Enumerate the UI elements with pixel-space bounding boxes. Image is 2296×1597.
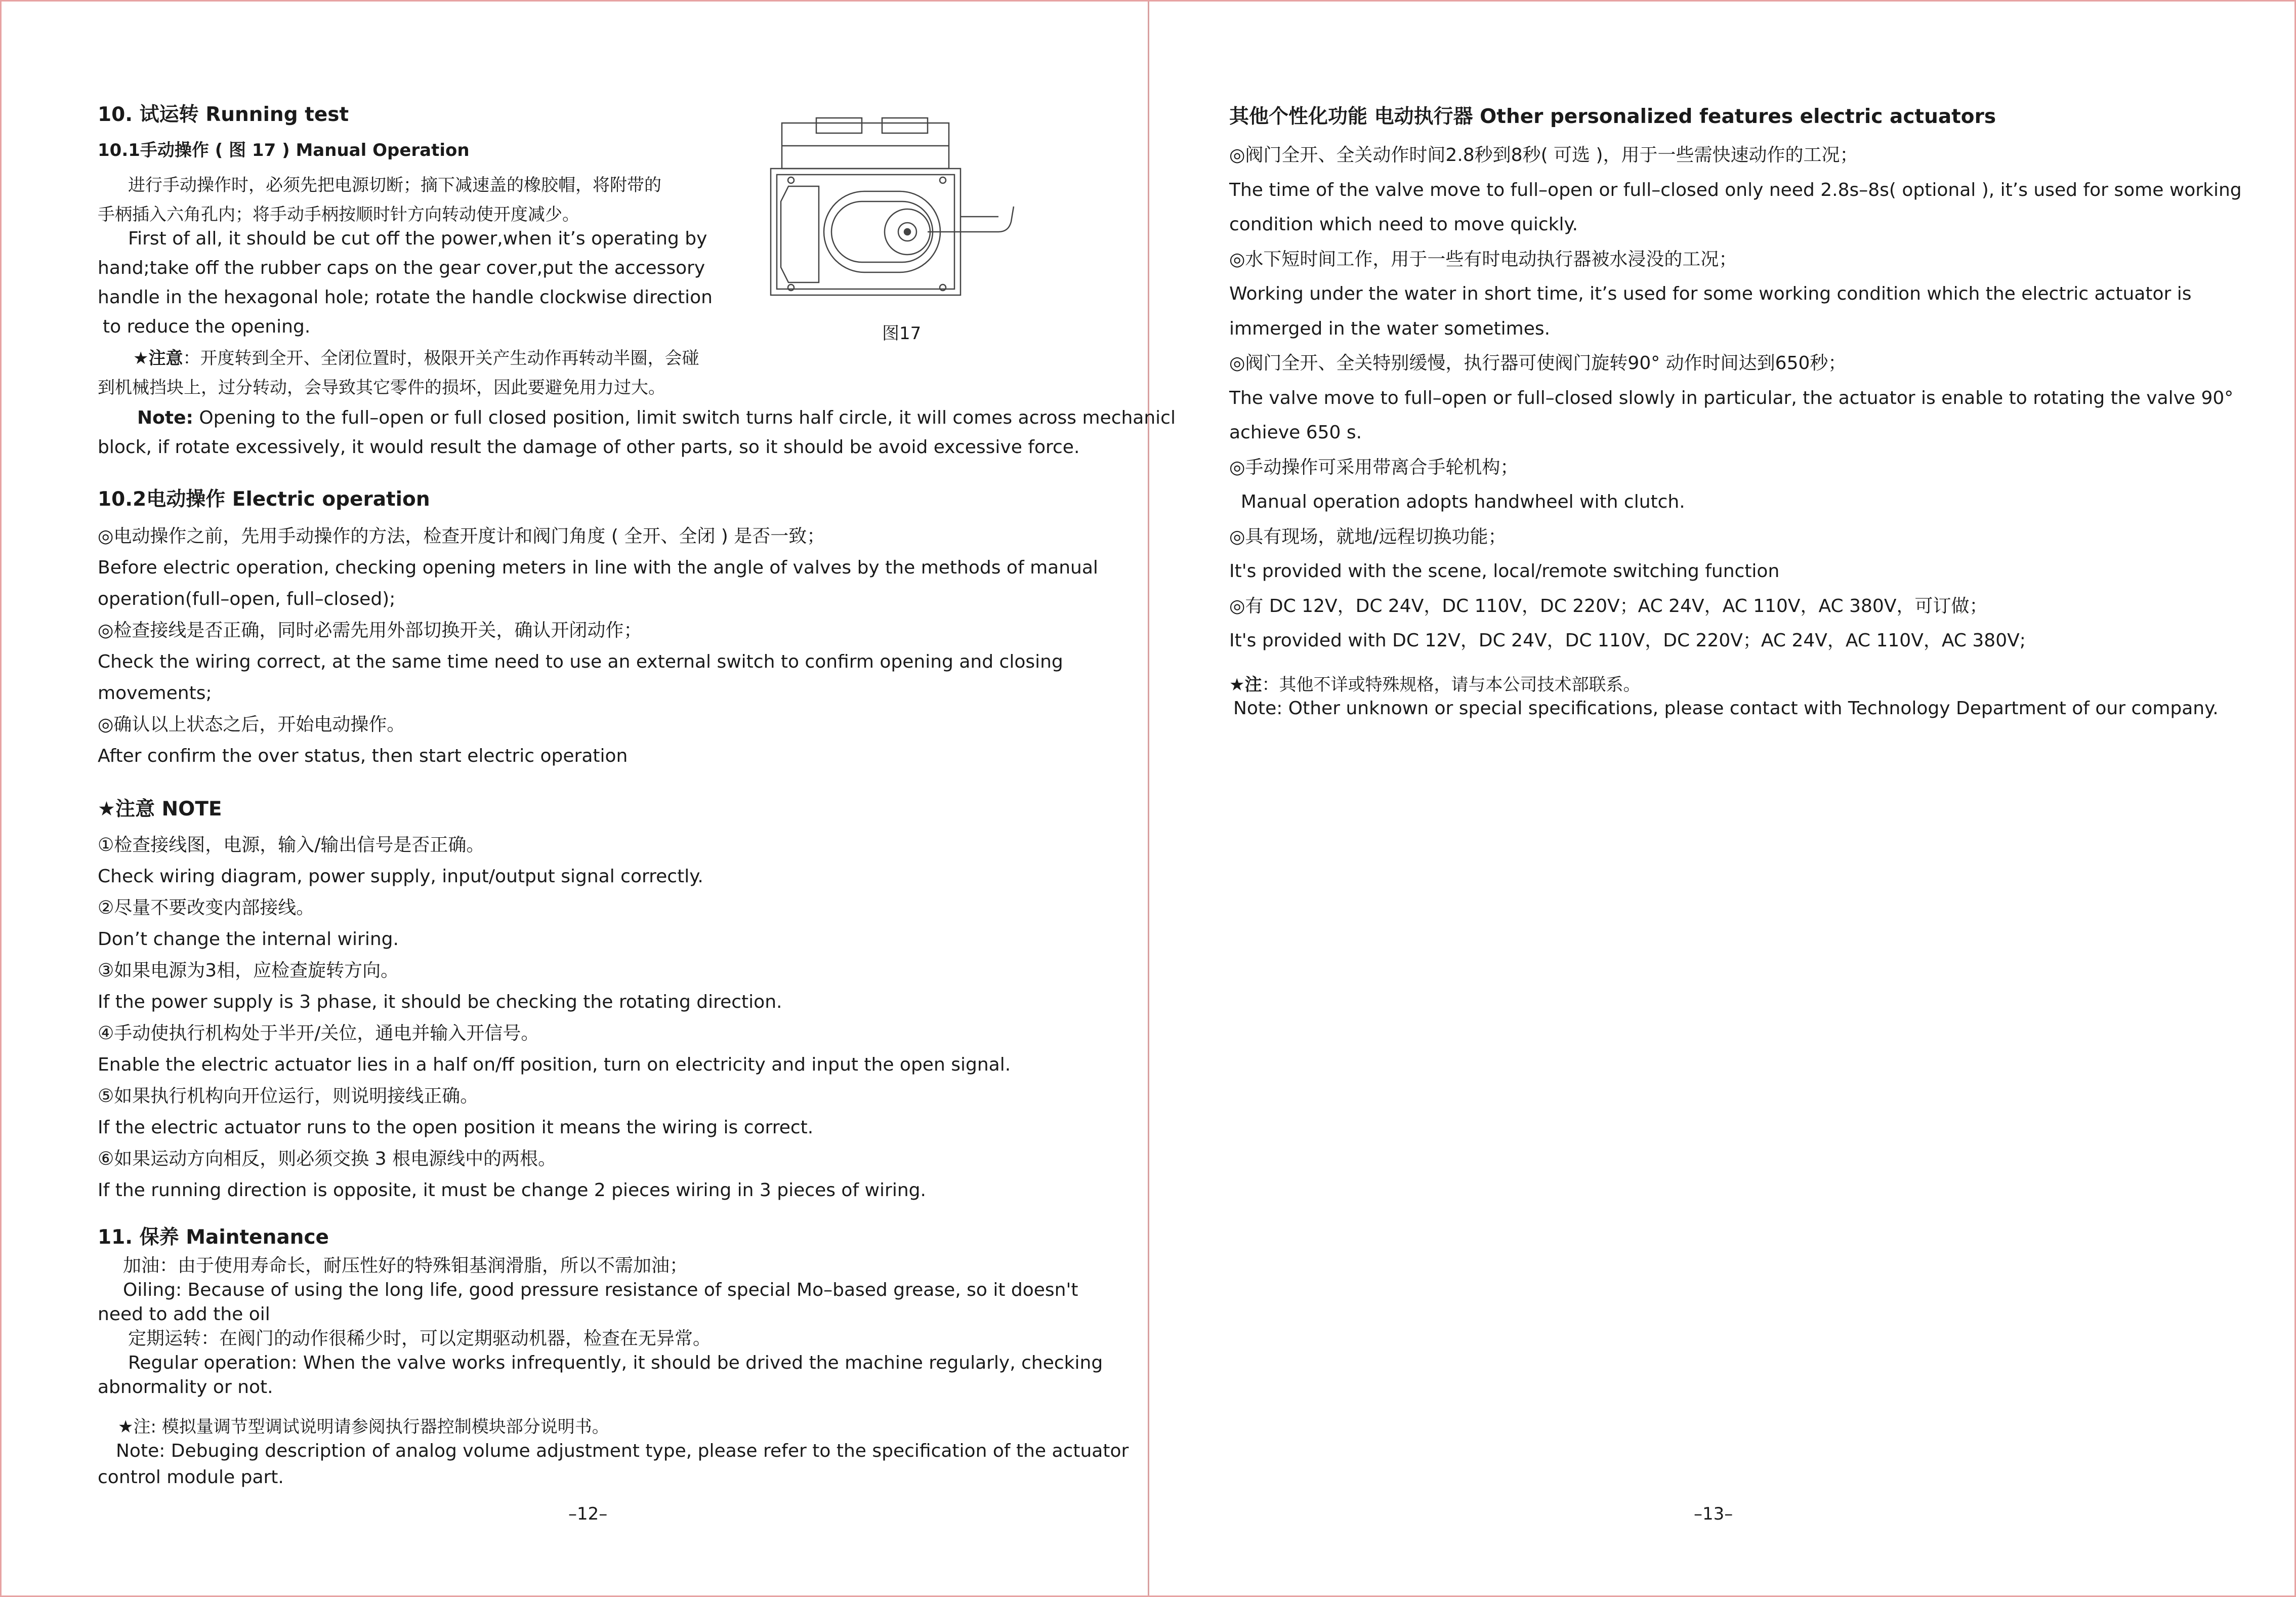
electric-operation-list [98, 521, 1098, 772]
list-item: ⑥如果运动方向相反，则必须交换 3 根电源线中的两根。 [98, 1149, 557, 1169]
list-item: ⑤如果执行机构向开位运行，则说明接线正确。 [98, 1086, 479, 1107]
list-item: condition which need to move quickly. [1229, 214, 1578, 235]
left-page [2, 2, 1176, 1595]
manual-cn-paragraph [98, 171, 661, 229]
list-item: movements; [98, 683, 212, 704]
list-item: ◎检查接线是否正确，同时必需先用外部切换开关，确认开闭动作； [98, 620, 642, 641]
note-en-line: Opening to the full–open or full closed position, limit switch turns half circle, it will comes across mechanicl [193, 407, 1176, 428]
maintenance-list [98, 1254, 1103, 1400]
actuator-figure [761, 115, 1064, 308]
list-item: Manual operation adopts handwheel with clutch. [1229, 492, 1685, 512]
manual-en-line: hand;take off the rubber caps on the gear cover,put the accessory [98, 258, 705, 278]
note-en: Note: Other unknown or special specifications, please contact with Technology Department of our company. [1233, 698, 2219, 719]
list-item: ◎电动操作之前，先用手动操作的方法，检查开度计和阀门角度 ( 全开、全闭 ) 是否一致； [98, 526, 825, 547]
list-item: Don’t change the internal wiring. [98, 929, 399, 950]
note-cn-line: 到机械挡块上，过分转动，会导致其它零件的损坏，因此要避免用力过大。 [98, 378, 665, 398]
note-en-label: Note: [137, 407, 193, 428]
features-title: 其他个性化功能 电动执行器 Other personalized features electric actuators [1229, 105, 1996, 128]
final-note-en [98, 1438, 1129, 1491]
manual-en-line: handle in the hexagonal hole; rotate the handle clockwise direction [98, 287, 713, 308]
list-item: Oiling: Because of using the long life, good pressure resistance of special Mo–based grease, so it doesn't [123, 1280, 1078, 1300]
manual-en-paragraph [98, 224, 713, 342]
note-en-line: block, if rotate excessively, it would result the damage of other parts, so it should be avoid excessive force. [98, 437, 1080, 458]
list-item: Check wiring diagram, power supply, input/output signal correctly. [98, 866, 703, 887]
note-cn-line: ：开度转到全开、全闭位置时，极限开关产生动作再转动半圈，会碰 [183, 348, 699, 368]
list-item: If the running direction is opposite, it must be change 2 pieces wiring in 3 pieces of wiring. [98, 1180, 926, 1201]
attention-list [98, 830, 1011, 1206]
list-item: ◎阀门全开、全关特别缓慢，执行器可使阀门旋转90° 动作时间达到650秒； [1229, 353, 1847, 374]
section-10-2-title: 10.2电动操作 Electric operation [98, 488, 430, 511]
figure-caption: 图17 [882, 323, 922, 344]
right-page [1149, 2, 2296, 1595]
manual-en-line: First of all, it should be cut off the power,when it’s operating by [128, 228, 707, 249]
note-cn-text: ：其他不详或特殊规格，请与本公司技术部联系。 [1262, 675, 1641, 695]
section-11-title: 11. 保养 Maintenance [98, 1226, 329, 1249]
list-item: need to add the oil [98, 1304, 270, 1325]
note-cn-label: ★注 [1229, 675, 1262, 695]
list-item: ◎确认以上状态之后，开始电动操作。 [98, 714, 405, 735]
list-item: operation(full–open, full–closed); [98, 589, 396, 609]
attention-title: ★注意 NOTE [98, 798, 222, 821]
list-item: If the electric actuator runs to the open position it means the wiring is correct. [98, 1117, 814, 1138]
list-item: abnormality or not. [98, 1377, 273, 1398]
page-number-left: –12– [568, 1504, 608, 1524]
final-note-cn: ★注: 模拟量调节型调试说明请参阅执行器控制模块部分说明书。 [118, 1417, 609, 1437]
list-item: If the power supply is 3 phase, it should be checking the rotating direction. [98, 992, 782, 1012]
list-item: 定期运转：在阀门的动作很稀少时，可以定期驱动机器，检查在无异常。 [128, 1328, 712, 1349]
list-item: ①检查接线图，电源，输入/输出信号是否正确。 [98, 835, 485, 855]
manual-cn-line: 进行手动操作时，必须先把电源切断；摘下减速盖的橡胶帽，将附带的 [128, 175, 661, 195]
section-10-1-title: 10.1手动操作 ( 图 17 ) Manual Operation [98, 140, 470, 160]
list-item: ②尽量不要改变内部接线。 [98, 897, 315, 918]
list-item: The valve move to full–open or full–closed slowly in particular, the actuator is enable to rotating the valve 90° [1229, 387, 2234, 408]
list-item: It's provided with DC 12V，DC 24V，DC 110V，DC 220V；AC 24V，AC 110V，AC 380V; [1229, 630, 2026, 651]
list-item: The time of the valve move to full–open or full–closed only need 2.8s–8s( optional ), it’s used for some working [1229, 179, 2242, 200]
features-list [1229, 138, 2242, 659]
list-item: ◎具有现场，就地/远程切换功能； [1229, 526, 1507, 547]
manual-en-line: to reduce the opening. [103, 316, 311, 337]
list-item: Check the wiring correct, at the same time need to use an external switch to confirm opening and closing [98, 651, 1063, 672]
list-item: 加油：由于使用寿命长，耐压性好的特殊钼基润滑脂，所以不需加油； [123, 1255, 688, 1276]
note-cn [1229, 671, 1640, 695]
manual-cn-line: 手柄插入六角孔内；将手动手柄按顺时针方向转动使开度减少。 [98, 204, 579, 225]
note-en-paragraph [98, 403, 1176, 462]
list-item: Regular operation: When the valve works infrequently, it should be drived the machine regularly, checking [128, 1353, 1103, 1373]
list-item: Enable the electric actuator lies in a half on/ff position, turn on electricity and input the open signal. [98, 1054, 1011, 1075]
page-number-right: –13– [1694, 1504, 1733, 1524]
list-item: ④手动使执行机构处于半开/关位，通电并输入开信号。 [98, 1023, 539, 1044]
list-item: Before electric operation, checking opening meters in line with the angle of valves by the methods of manual [98, 557, 1098, 578]
list-item: achieve 650 s. [1229, 422, 1362, 443]
list-item: It's provided with the scene, local/remote switching function [1229, 561, 1780, 582]
list-item: ③如果电源为3相，应检查旋转方向。 [98, 960, 399, 981]
note-cn-label: ★注意 [133, 348, 183, 368]
list-item: Working under the water in short time, it’s used for some working condition which the electric actuator is [1229, 283, 2192, 304]
section-10-title: 10. 试运转 Running test [98, 103, 349, 126]
list-item: After confirm the over status, then start electric operation [98, 746, 628, 766]
list-item: ◎手动操作可采用带离合手轮机构； [1229, 457, 1519, 478]
list-item: immerged in the water sometimes. [1229, 318, 1551, 339]
final-note-en-line: control module part. [98, 1467, 284, 1488]
note-cn-paragraph [98, 344, 699, 402]
list-item: ◎有 DC 12V，DC 24V，DC 110V，DC 220V；AC 24V，AC 110V，AC 380V，可订做； [1229, 595, 1988, 617]
list-item: ◎水下短时间工作，用于一些有时电动执行器被水浸没的工况； [1229, 249, 1737, 270]
final-note-en-line: Note: Debuging description of analog volume adjustment type, please refer to the specification of the actuator [116, 1441, 1129, 1461]
list-item: ◎阀门全开、全关动作时间2.8秒到8秒( 可选 )，用于一些需快速动作的工况； [1229, 145, 1858, 166]
